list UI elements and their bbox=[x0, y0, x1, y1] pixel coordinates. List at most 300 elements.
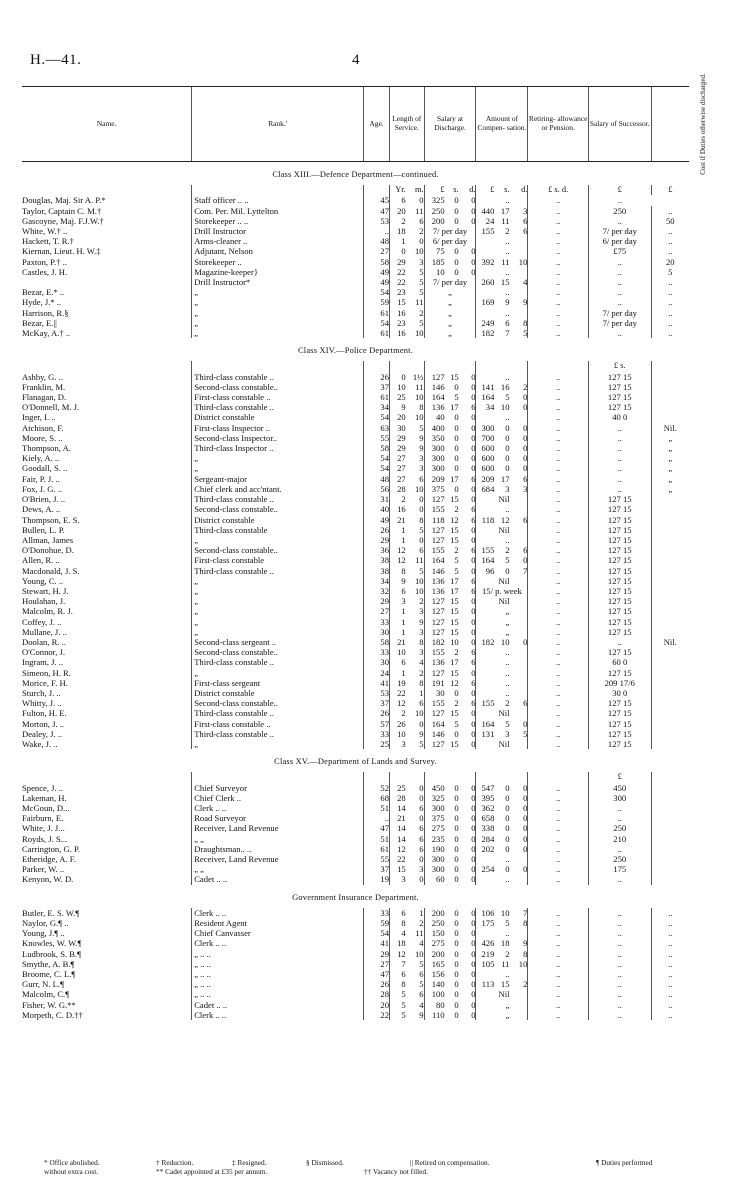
name-cell: Ingram, J. .. bbox=[22, 657, 64, 668]
salary-pence-cell: 6 bbox=[471, 473, 476, 484]
rank-cell: Third-class constable .. bbox=[192, 566, 364, 576]
name-cell: Royds, J. S... bbox=[22, 833, 68, 844]
name-cell: Allman, James bbox=[22, 534, 74, 545]
cost-cell bbox=[651, 545, 689, 555]
salary-pounds-cell: 136 bbox=[424, 576, 445, 586]
rank-cell: Cadet .. .. bbox=[192, 1000, 364, 1010]
unit-cell bbox=[528, 772, 589, 782]
rank-cell: Draughtsman.. .. bbox=[192, 844, 364, 854]
unit-cell bbox=[445, 772, 459, 782]
service-years-cell: 1 bbox=[389, 236, 405, 246]
table-row bbox=[22, 287, 689, 297]
name-cell: Hackett, T. R.† bbox=[22, 236, 74, 247]
service-months-cell: 8 bbox=[419, 636, 424, 647]
successor-salary-cell: .. bbox=[588, 989, 651, 999]
compensation-pence-cell bbox=[509, 874, 527, 884]
name-cell: Fox, J. G. .. bbox=[22, 483, 63, 494]
service-years-cell: 14 bbox=[389, 823, 405, 833]
salary-shillings-cell: 0 bbox=[454, 833, 459, 844]
age-cell: 27 bbox=[364, 246, 390, 256]
retiring-allowance-cell: .. bbox=[528, 938, 589, 948]
table-row bbox=[22, 195, 689, 205]
successor-salary-cell: 250 bbox=[588, 823, 651, 833]
compensation-pounds-cell bbox=[476, 688, 494, 698]
salary-shillings-cell: 0 bbox=[454, 969, 459, 980]
compensation-pence-cell: 6 bbox=[523, 514, 528, 525]
rank-cell: Third-class constable bbox=[192, 525, 364, 535]
age-cell: 58 bbox=[364, 257, 390, 267]
salary-pounds-cell: 250 bbox=[424, 918, 445, 928]
successor-salary-cell: .. bbox=[588, 1010, 651, 1020]
name-cell: Ludbrook, S. B.¶ bbox=[22, 948, 82, 959]
compensation-pounds-cell bbox=[476, 1010, 494, 1020]
section-heading bbox=[22, 162, 689, 186]
compensation-pence-cell bbox=[509, 236, 527, 246]
retiring-allowance-cell: .. bbox=[528, 908, 589, 918]
compensation-pence-cell bbox=[509, 525, 527, 535]
service-years-cell: 10 bbox=[389, 729, 405, 739]
page-number: 4 bbox=[352, 52, 360, 68]
name-cell: Douglas, Maj. Sir A. P.* bbox=[22, 195, 106, 206]
table-row bbox=[22, 504, 689, 514]
compensation-shillings-cell: 0 bbox=[505, 453, 510, 464]
name-cell: Moore, S. .. bbox=[22, 432, 63, 443]
compensation-pence-cell bbox=[509, 627, 527, 637]
table-row bbox=[22, 236, 689, 246]
compensation-pounds-cell: 209 bbox=[476, 474, 494, 484]
service-months-cell: 10 bbox=[414, 392, 424, 403]
salary-pounds-cell: 190 bbox=[424, 844, 445, 854]
unit-cell bbox=[364, 361, 390, 371]
compensation-pence-cell bbox=[509, 617, 527, 627]
compensation-pounds-cell: 155 bbox=[476, 698, 494, 708]
service-months-cell: 2 bbox=[419, 226, 424, 237]
compensation-shillings-cell: .. bbox=[505, 677, 510, 688]
age-cell: 58 bbox=[364, 443, 390, 453]
service-years-cell: 22 bbox=[389, 688, 405, 698]
service-months-cell: 5 bbox=[419, 979, 424, 990]
salary-pounds-cell: 127 bbox=[424, 617, 445, 627]
successor-salary-cell: 127 15 bbox=[588, 739, 651, 749]
service-months-cell: 6 bbox=[419, 698, 424, 709]
retiring-allowance-cell: .. bbox=[528, 1010, 589, 1020]
rank-cell: „ „ bbox=[192, 864, 364, 874]
table-row bbox=[22, 555, 689, 565]
salary-shillings-cell: 10 bbox=[450, 636, 459, 647]
table-row bbox=[22, 979, 689, 989]
cost-cell bbox=[651, 783, 689, 793]
salary-shillings-cell: 5 bbox=[454, 718, 459, 729]
rank-cell: Adjutant, Nelson bbox=[192, 246, 364, 256]
compensation-pounds-cell: 362 bbox=[476, 803, 494, 813]
unit-cell bbox=[22, 185, 192, 195]
service-years-cell: 16 bbox=[389, 504, 405, 514]
successor-salary-cell: 127 15 bbox=[588, 576, 651, 586]
service-months-cell: 4 bbox=[419, 938, 424, 949]
unit-cell: £ s. bbox=[588, 361, 651, 371]
salary-shillings-cell: 0 bbox=[454, 205, 459, 216]
salary-shillings-cell: 17 bbox=[450, 402, 459, 413]
age-cell: 31 bbox=[364, 494, 390, 504]
salary-pence-cell: 0 bbox=[471, 205, 476, 216]
service-months-cell: 6 bbox=[419, 545, 424, 556]
name-cell: Dews, A. .. bbox=[22, 504, 61, 515]
compensation-shillings-cell: 3 bbox=[505, 728, 510, 739]
compensation-shillings-cell: 6 bbox=[505, 317, 510, 328]
unit-cell bbox=[424, 772, 445, 782]
table-row bbox=[22, 874, 689, 884]
retiring-allowance-cell: .. bbox=[528, 969, 589, 979]
compensation-pounds-cell bbox=[476, 287, 494, 297]
salary-pence-cell: 0 bbox=[471, 823, 476, 834]
service-years-cell: 8 bbox=[389, 979, 405, 989]
salary-pounds-cell: 164 bbox=[424, 719, 445, 729]
unit-cell: Yr. bbox=[389, 185, 405, 195]
compensation-pounds-cell: 392 bbox=[476, 257, 494, 267]
compensation-pence-cell bbox=[509, 739, 527, 749]
compensation-pounds-cell bbox=[476, 739, 494, 749]
compensation-pounds-cell bbox=[476, 308, 494, 318]
unit-cell bbox=[445, 361, 459, 371]
compensation-pence-cell: 8 bbox=[523, 918, 528, 929]
successor-salary-cell: .. bbox=[588, 803, 651, 813]
age-cell: 38 bbox=[364, 555, 390, 565]
service-years-cell: 3 bbox=[389, 739, 405, 749]
age-cell: 27 bbox=[364, 959, 390, 969]
compensation-pounds-cell: 106 bbox=[476, 908, 494, 918]
name-cell: Doolan, R. .. bbox=[22, 636, 66, 647]
compensation-pounds-cell: 600 bbox=[476, 453, 494, 463]
cost-cell bbox=[651, 834, 689, 844]
rank-cell: „ .. .. bbox=[192, 979, 364, 989]
retiring-allowance-cell: .. bbox=[528, 433, 589, 443]
rank-cell: „ bbox=[192, 328, 364, 338]
compensation-shillings-cell: 0 bbox=[505, 463, 510, 474]
age-cell: 33 bbox=[364, 647, 390, 657]
salary-pounds-cell: 118 bbox=[424, 515, 445, 525]
header-retiring: Retiring- allowance or Pension. bbox=[528, 87, 589, 162]
compensation-shillings-cell: 11 bbox=[501, 215, 510, 226]
compensation-pounds-cell bbox=[476, 678, 494, 688]
compensation-shillings-cell: Nil bbox=[498, 494, 510, 505]
successor-salary-cell: .. bbox=[588, 267, 651, 277]
retiring-allowance-cell: .. bbox=[528, 678, 589, 688]
rank-cell: First-class constable .. bbox=[192, 719, 364, 729]
compensation-pounds-cell bbox=[476, 576, 494, 586]
cost-cell: .. bbox=[651, 918, 689, 928]
table-row bbox=[22, 308, 689, 318]
cost-cell: .. bbox=[651, 287, 689, 297]
compensation-pounds-cell bbox=[476, 246, 494, 256]
salary-pence-cell: 0 bbox=[471, 667, 476, 678]
age-cell: 26 bbox=[364, 708, 390, 718]
table-row bbox=[22, 392, 689, 402]
salary-pence-cell: 0 bbox=[471, 854, 476, 864]
retiring-allowance-cell: .. bbox=[528, 864, 589, 874]
compensation-pounds-cell bbox=[476, 195, 494, 205]
retiring-allowance-cell: .. bbox=[528, 195, 589, 205]
rank-cell: District constable bbox=[192, 688, 364, 698]
compensation-pounds-cell: 426 bbox=[476, 938, 494, 948]
retiring-allowance-cell: .. bbox=[528, 412, 589, 422]
compensation-shillings-cell: 17 bbox=[500, 473, 510, 484]
age-cell: 54 bbox=[364, 287, 390, 297]
salary-pounds-cell: 375 bbox=[424, 813, 445, 823]
service-years-cell: 29 bbox=[389, 443, 405, 453]
successor-salary-cell: .. bbox=[588, 959, 651, 969]
service-years-cell: 7 bbox=[389, 959, 405, 969]
salary-shillings-cell: 0 bbox=[454, 823, 459, 834]
section-heading bbox=[22, 338, 689, 361]
salary-pence-cell: 0 bbox=[471, 874, 476, 885]
name-cell: Wake, J. .. bbox=[22, 738, 58, 749]
rank-cell: First-class sergeant bbox=[192, 678, 364, 688]
salary-pounds-cell: 155 bbox=[424, 504, 445, 514]
name-cell: McGoun, D... bbox=[22, 802, 70, 813]
cost-cell: .. bbox=[651, 979, 689, 989]
salary-shillings-cell: 5 bbox=[454, 555, 459, 566]
table-row bbox=[22, 678, 689, 688]
footnote: ** Cadet appointed at £35 per annum. bbox=[156, 1167, 268, 1176]
compensation-shillings-cell: 0 bbox=[505, 843, 510, 854]
footnote: ¶ Duties performed bbox=[596, 1158, 653, 1167]
compensation-shillings-cell: .. bbox=[505, 687, 510, 698]
compensation-shillings-cell: 0 bbox=[505, 813, 510, 824]
salary-shillings-cell: 0 bbox=[454, 195, 459, 206]
successor-salary-cell: .. bbox=[588, 874, 651, 884]
compensation-pence-cell: 0 bbox=[523, 782, 528, 793]
compensation-pence-cell bbox=[509, 688, 527, 698]
header-age: Age. bbox=[364, 87, 390, 162]
salary-pounds-cell: 127 bbox=[424, 596, 445, 606]
retiring-allowance-cell: .. bbox=[528, 423, 589, 433]
compensation-pence-cell bbox=[509, 657, 527, 667]
age-cell: 45 bbox=[364, 195, 390, 205]
rank-cell: „ bbox=[192, 287, 364, 297]
compensation-shillings-cell: Nil bbox=[498, 708, 510, 719]
unit-cell bbox=[651, 361, 689, 371]
compensation-pounds-cell: 96 bbox=[476, 566, 494, 576]
unit-cell: s. bbox=[453, 185, 459, 195]
salary-pence-cell: 0 bbox=[471, 626, 476, 637]
salary-shillings-cell: 15 bbox=[450, 524, 459, 535]
compensation-pence-cell bbox=[509, 576, 527, 586]
service-years-cell: 16 bbox=[389, 328, 405, 338]
service-years-cell: 23 bbox=[389, 318, 405, 328]
unit-cell bbox=[192, 185, 364, 195]
age-cell: 26 bbox=[364, 525, 390, 535]
retiring-allowance-cell: .. bbox=[528, 719, 589, 729]
table-row bbox=[22, 908, 689, 918]
service-years-cell: 22 bbox=[389, 854, 405, 864]
age-cell: 19 bbox=[364, 874, 390, 884]
successor-salary-cell: 127 15 bbox=[588, 627, 651, 637]
service-years-cell: 6 bbox=[389, 657, 405, 667]
successor-salary-cell: 30 0 bbox=[588, 688, 651, 698]
name-cell: Ashby, G. .. bbox=[22, 371, 63, 382]
rank-cell: Clerk .. .. bbox=[192, 938, 364, 948]
age-cell: 33 bbox=[364, 908, 390, 918]
unit-cell bbox=[22, 361, 192, 371]
age-cell: 24 bbox=[364, 668, 390, 678]
table-row bbox=[22, 277, 689, 287]
compensation-pence-cell bbox=[509, 854, 527, 864]
compensation-shillings-cell: .. bbox=[505, 534, 510, 545]
salary-pounds-cell: 136 bbox=[424, 402, 445, 412]
successor-salary-cell: 127 15 bbox=[588, 617, 651, 627]
name-cell: Allen, R. .. bbox=[22, 555, 60, 566]
compensation-pounds-cell: 338 bbox=[476, 823, 494, 833]
age-cell: 51 bbox=[364, 834, 390, 844]
name-cell: Atchison, F. bbox=[22, 422, 64, 433]
cost-cell: .. bbox=[651, 959, 689, 969]
salary-pence-cell: 0 bbox=[471, 534, 476, 545]
salary-shillings-cell: 2 bbox=[454, 698, 459, 709]
service-months-cell: 5 bbox=[419, 277, 424, 288]
age-cell: 32 bbox=[364, 586, 390, 596]
salary-pence-cell: 0 bbox=[471, 636, 476, 647]
retiring-allowance-cell: .. bbox=[528, 257, 589, 267]
compensation-pounds-cell: 202 bbox=[476, 844, 494, 854]
service-months-cell: 1½ bbox=[412, 371, 424, 382]
compensation-pence-cell: 0 bbox=[523, 718, 528, 729]
cost-cell bbox=[651, 698, 689, 708]
table-row bbox=[22, 969, 689, 979]
compensation-pounds-cell bbox=[476, 525, 494, 535]
compensation-pence-cell: 6 bbox=[523, 545, 528, 556]
age-cell: 53 bbox=[364, 688, 390, 698]
age-cell: 58 bbox=[364, 637, 390, 647]
retiring-allowance-cell: .. bbox=[528, 484, 589, 494]
salary-pounds-cell: 10 bbox=[424, 267, 445, 277]
unit-cell: m. bbox=[414, 185, 424, 195]
age-cell: 26 bbox=[364, 979, 390, 989]
successor-salary-cell: 175 bbox=[588, 864, 651, 874]
service-years-cell: 5 bbox=[389, 1000, 405, 1010]
unit-cell: £ bbox=[588, 185, 651, 195]
service-months-cell: 6 bbox=[419, 473, 424, 484]
compensation-shillings-cell: .. bbox=[505, 854, 510, 864]
service-months-cell: 3 bbox=[419, 463, 424, 474]
age-cell: 48 bbox=[364, 474, 390, 484]
age-cell: 61 bbox=[364, 392, 390, 402]
age-cell: 25 bbox=[364, 739, 390, 749]
salary-pence-cell: 6 bbox=[471, 647, 476, 658]
service-years-cell: 20 bbox=[389, 206, 405, 216]
successor-salary-cell: .. bbox=[588, 908, 651, 918]
compensation-shillings-cell: .. bbox=[505, 287, 510, 298]
name-cell: Bullen, L. P. bbox=[22, 524, 65, 535]
compensation-pence-cell: 0 bbox=[523, 392, 528, 403]
rank-cell: Second-class constable.. bbox=[192, 647, 364, 657]
successor-salary-cell: .. bbox=[588, 277, 651, 287]
service-years-cell: 1 bbox=[389, 535, 405, 545]
salary-shillings-cell: 12 bbox=[450, 514, 459, 525]
name-cell: Franklin, M. bbox=[22, 381, 66, 392]
retiring-allowance-cell: .. bbox=[528, 803, 589, 813]
salary-pence-cell: 0 bbox=[471, 463, 476, 474]
table-row bbox=[22, 474, 689, 484]
compensation-shillings-cell: „ bbox=[505, 1009, 510, 1020]
name-cell: Bezar, E.* .. bbox=[22, 287, 65, 298]
service-years-cell: 14 bbox=[389, 834, 405, 844]
salary-pounds-cell: 300 bbox=[424, 443, 445, 453]
service-months-cell: 6 bbox=[419, 989, 424, 1000]
service-years-cell: 25 bbox=[389, 783, 405, 793]
footnote: ‡ Resigned. bbox=[232, 1158, 267, 1167]
salary-pounds-cell: 156 bbox=[424, 969, 445, 979]
salary-pence-cell: 6 bbox=[471, 698, 476, 709]
compensation-shillings-cell: 10 bbox=[500, 636, 510, 647]
retiring-allowance-cell: .. bbox=[528, 668, 589, 678]
successor-salary-cell: 40 0 bbox=[588, 412, 651, 422]
rank-cell: Second-class Inspector.. bbox=[192, 433, 364, 443]
age-cell: 28 bbox=[364, 989, 390, 999]
age-cell: 47 bbox=[364, 206, 390, 216]
retiring-allowance-cell: .. bbox=[528, 854, 589, 864]
age-cell: 54 bbox=[364, 453, 390, 463]
footnote: without extra cost. bbox=[44, 1167, 99, 1176]
name-cell: Goodall, S. .. bbox=[22, 463, 68, 474]
age-cell: .. bbox=[364, 226, 390, 236]
salary-shillings-cell: 0 bbox=[454, 687, 459, 698]
name-cell: Inger, I. .. bbox=[22, 412, 56, 423]
name-cell: Young, C. .. bbox=[22, 575, 64, 586]
service-years-cell: 22 bbox=[389, 267, 405, 277]
service-months-cell: 8 bbox=[419, 677, 424, 688]
cost-cell bbox=[651, 708, 689, 718]
age-cell: 29 bbox=[364, 535, 390, 545]
name-cell: Carrington, G. P. bbox=[22, 843, 81, 854]
service-months-cell: 1 bbox=[419, 687, 424, 698]
service-months-cell: 11 bbox=[415, 555, 424, 566]
salary-pounds-cell: 300 bbox=[424, 453, 445, 463]
cost-cell bbox=[651, 576, 689, 586]
unit-cell: d. bbox=[469, 185, 476, 195]
section-title: Class XIV.—Police Department. bbox=[298, 346, 413, 356]
salary-shillings-cell: 15 bbox=[450, 534, 459, 545]
name-cell: O'Connor, J. bbox=[22, 647, 65, 658]
salary-pence-cell: 6 bbox=[471, 504, 476, 515]
salary-shillings-cell: 15 bbox=[450, 626, 459, 637]
successor-salary-cell: 127 15 bbox=[588, 719, 651, 729]
compensation-shillings-cell: .. bbox=[505, 667, 510, 678]
rank-cell: Storekeeper .. .. bbox=[192, 216, 364, 226]
service-months-cell: 6 bbox=[419, 969, 424, 980]
salary-pounds-cell: 235 bbox=[424, 834, 445, 844]
compensation-shillings-cell: .. bbox=[505, 928, 510, 939]
salary-pence-cell: 0 bbox=[471, 555, 476, 566]
table-row bbox=[22, 637, 689, 647]
salary-shillings-cell: 0 bbox=[454, 948, 459, 959]
compensation-pounds-cell bbox=[476, 236, 494, 246]
units-row bbox=[22, 772, 689, 782]
compensation-pence-cell: 7 bbox=[523, 907, 528, 918]
compensation-pounds-cell bbox=[476, 494, 494, 504]
compensation-pence-cell: 0 bbox=[523, 792, 528, 803]
cost-cell bbox=[651, 596, 689, 606]
unit-cell bbox=[192, 361, 364, 371]
compensation-pounds-cell: 113 bbox=[476, 979, 494, 989]
service-years-cell: 21 bbox=[389, 813, 405, 823]
salary-pence-cell: 0 bbox=[471, 381, 476, 392]
name-cell: O'Donohue, D. bbox=[22, 545, 74, 556]
table-row bbox=[22, 668, 689, 678]
rank-cell: Resident Agent bbox=[192, 918, 364, 928]
compensation-pounds-cell: 658 bbox=[476, 813, 494, 823]
service-months-cell: 4 bbox=[419, 657, 424, 668]
salary-shillings-cell: 0 bbox=[454, 782, 459, 793]
